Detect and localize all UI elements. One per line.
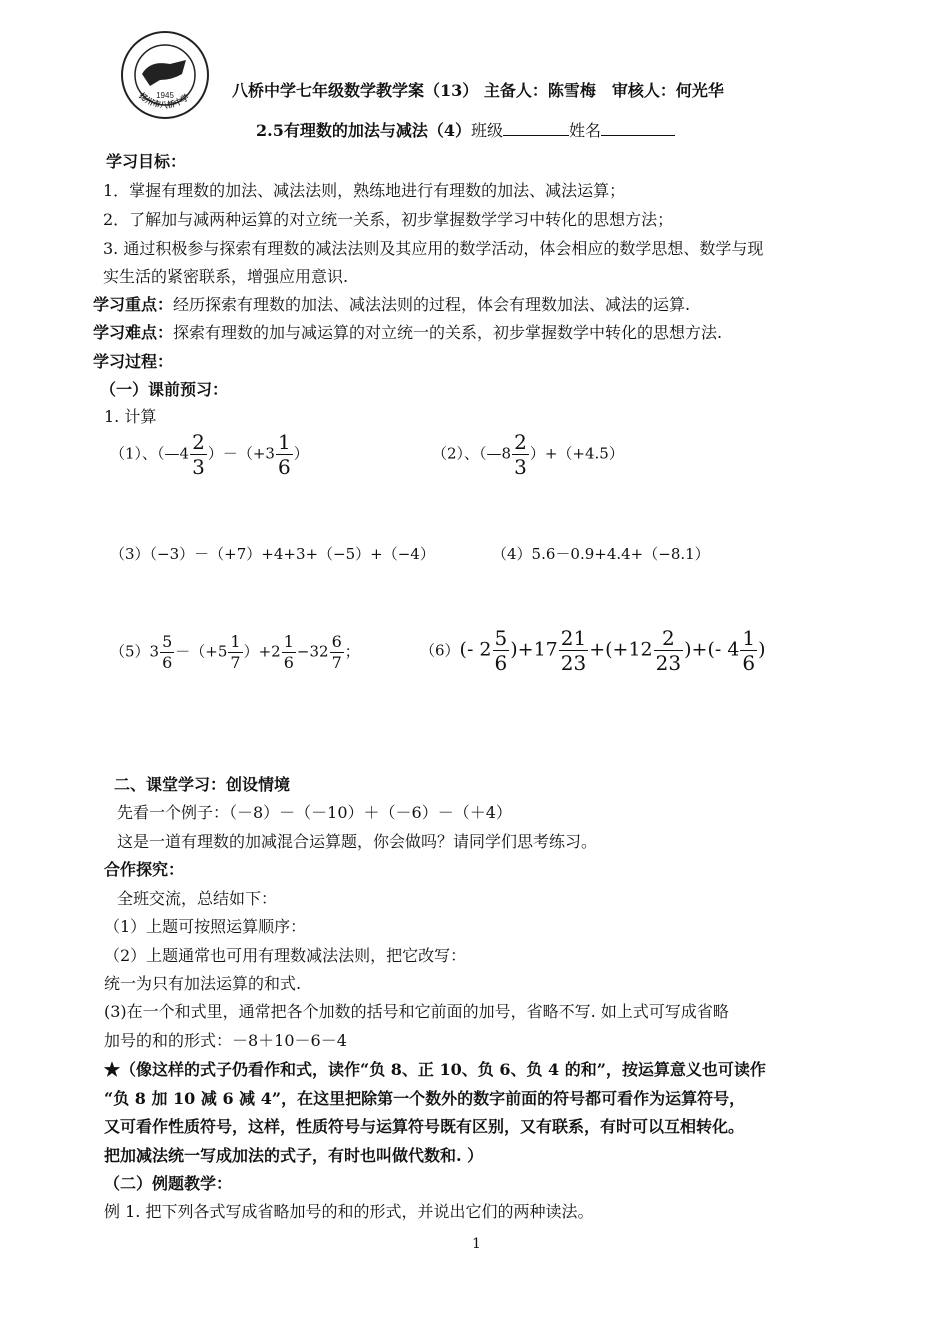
examples-heading: （二）例题教学： [104,1174,233,1193]
fraction: $\frac{2}{23}$ [655,626,682,675]
fraction: $\frac{1}{6}$ [742,626,756,675]
classroom-heading: 二、课堂学习：创设情境 [114,775,291,794]
fraction: $\frac{1}{6}$ [283,632,294,672]
calc-label: 1. 计算 [104,407,157,426]
name-blank[interactable] [601,119,675,136]
focus-line [93,292,690,315]
goals-heading: 学习目标： [106,152,187,171]
fraction: $\frac{21}{23}$ [560,626,587,675]
example-1: 例 1. 把下列各式写成省略加号的和的形式，并说出它们的两种读法。 [104,1202,594,1221]
page-number: 1 [472,1236,481,1252]
classroom-example: 先看一个例子：（－8）－（－10）＋（－6）－（＋4） [117,803,512,822]
fraction: $\frac{6}{7}$ [331,632,342,672]
cooperate-line-5: (3)在一个和式里，通常把各个加数的括号和它前面的加号，省略不写. 如上式可写成省略 [104,1002,729,1021]
problem-3: （3）（−3）－（+7）+4+3+（−5）+（−4） [110,545,435,563]
problem-4: （4）5.6－0.9+4.4+（−8.1） [492,545,710,563]
cooperate-line-4: 统一为只有加法运算的和式. [104,974,302,993]
note-line-2: “负 8 加 10 减 6 减 4”，在这里把除第一个数外的数字前面的符号都可看作为运算符号， [104,1089,746,1108]
fraction: $\frac{5}{6}$ [162,632,173,672]
class-label: 班级 [470,121,503,140]
cooperate-line-1: 全班交流，总结如下： [117,889,278,908]
header-title: 八桥中学七年级数学教学案（13） 主备人：陈雪梅 审核人：何光华 [232,81,724,100]
problem-6: （6）(- 2 $\frac{5}{6}$ )+17 $\frac{21}{23}$ +(+12 $\frac{2}{23}$ )+(- 4 $\frac{1}{6}$ ) [420,626,766,675]
process-heading: 学习过程： [93,352,174,371]
goal-3-cont: 实生活的紧密联系，增强应用意识. [103,267,349,286]
problem-5: （5）3 $\frac{5}{6}$ －（+5 $\frac{1}{7}$ ）+2 $\frac{1}{6}$ −32 $\frac{6}{7}$ ； [110,632,360,672]
problem-2: （2）、（—8 $\frac{2}{3}$ ）+（+4.5） [432,430,624,479]
name-label: 姓名 [569,121,602,140]
difficulty-label: 学习难点： [93,323,174,342]
preview-heading: （一）课前预习： [100,380,229,399]
note-line-3: 又可看作性质符号，这样，性质符号与运算符号既有区别，又有联系，有时可以互相转化。 [104,1117,745,1136]
fraction: $\frac{2}{3}$ [514,430,527,479]
fraction: $\frac{1}{6}$ [277,430,291,479]
note-line-1: ★（像这样的式子仍看作和式，读作“负 8、正 10、负 6、负 4 的和”，按运算意义也可读作 [104,1060,766,1079]
svg-text:扬州市八桥中学: 扬州市八桥中学 [137,90,191,110]
cooperate-line-3: （2）上题通常也可用有理数减法法则，把它改写： [104,946,467,965]
difficulty-text: 探索有理数的加与减运算的对立统一的关系，初步掌握数学中转化的思想方法. [173,323,723,342]
cooperate-line-2: （1）上题可按照运算顺序： [104,917,307,936]
goal-1: 1．掌握有理数的加法、减法法则，熟练地进行有理数的加法、减法运算； [103,181,626,200]
lesson-title: 2.5有理数的加法与减法（4） [256,121,471,140]
problem-1: （1）、（—4 $\frac{2}{3}$ ）－（+3 $\frac{1}{6}$ ） [110,430,309,479]
fraction: $\frac{5}{6}$ [494,626,508,675]
goal-2: 2．了解加与减两种运算的对立统一关系，初步掌握数学学习中转化的思想方法； [103,210,674,229]
note-line-4: 把加减法统一写成加法的式子，有时也叫做代数和. ） [104,1146,484,1165]
school-seal-logo [120,30,210,120]
classroom-question: 这是一道有理数的加减混合运算题，你会做吗？请同学们思考练习。 [117,832,598,851]
cooperate-heading: 合作探究： [104,860,185,879]
fraction: $\frac{2}{3}$ [192,430,205,479]
cooperate-line-6: 加号的和的形式：－8＋10－6－4 [104,1031,347,1050]
fraction: $\frac{1}{7}$ [230,632,241,672]
focus-label: 学习重点： [93,295,174,314]
class-blank[interactable] [503,119,569,136]
lesson-title-row [256,118,675,141]
difficulty-line [93,320,722,343]
goal-3: 3. 通过积极参与探索有理数的减法法则及其应用的数学活动，体会相应的数学思想、数学与现 [103,239,764,258]
focus-text: 经历探索有理数的加法、减法法则的过程，体会有理数加法、减法的运算. [173,295,691,314]
svg-text:1945: 1945 [156,91,174,100]
